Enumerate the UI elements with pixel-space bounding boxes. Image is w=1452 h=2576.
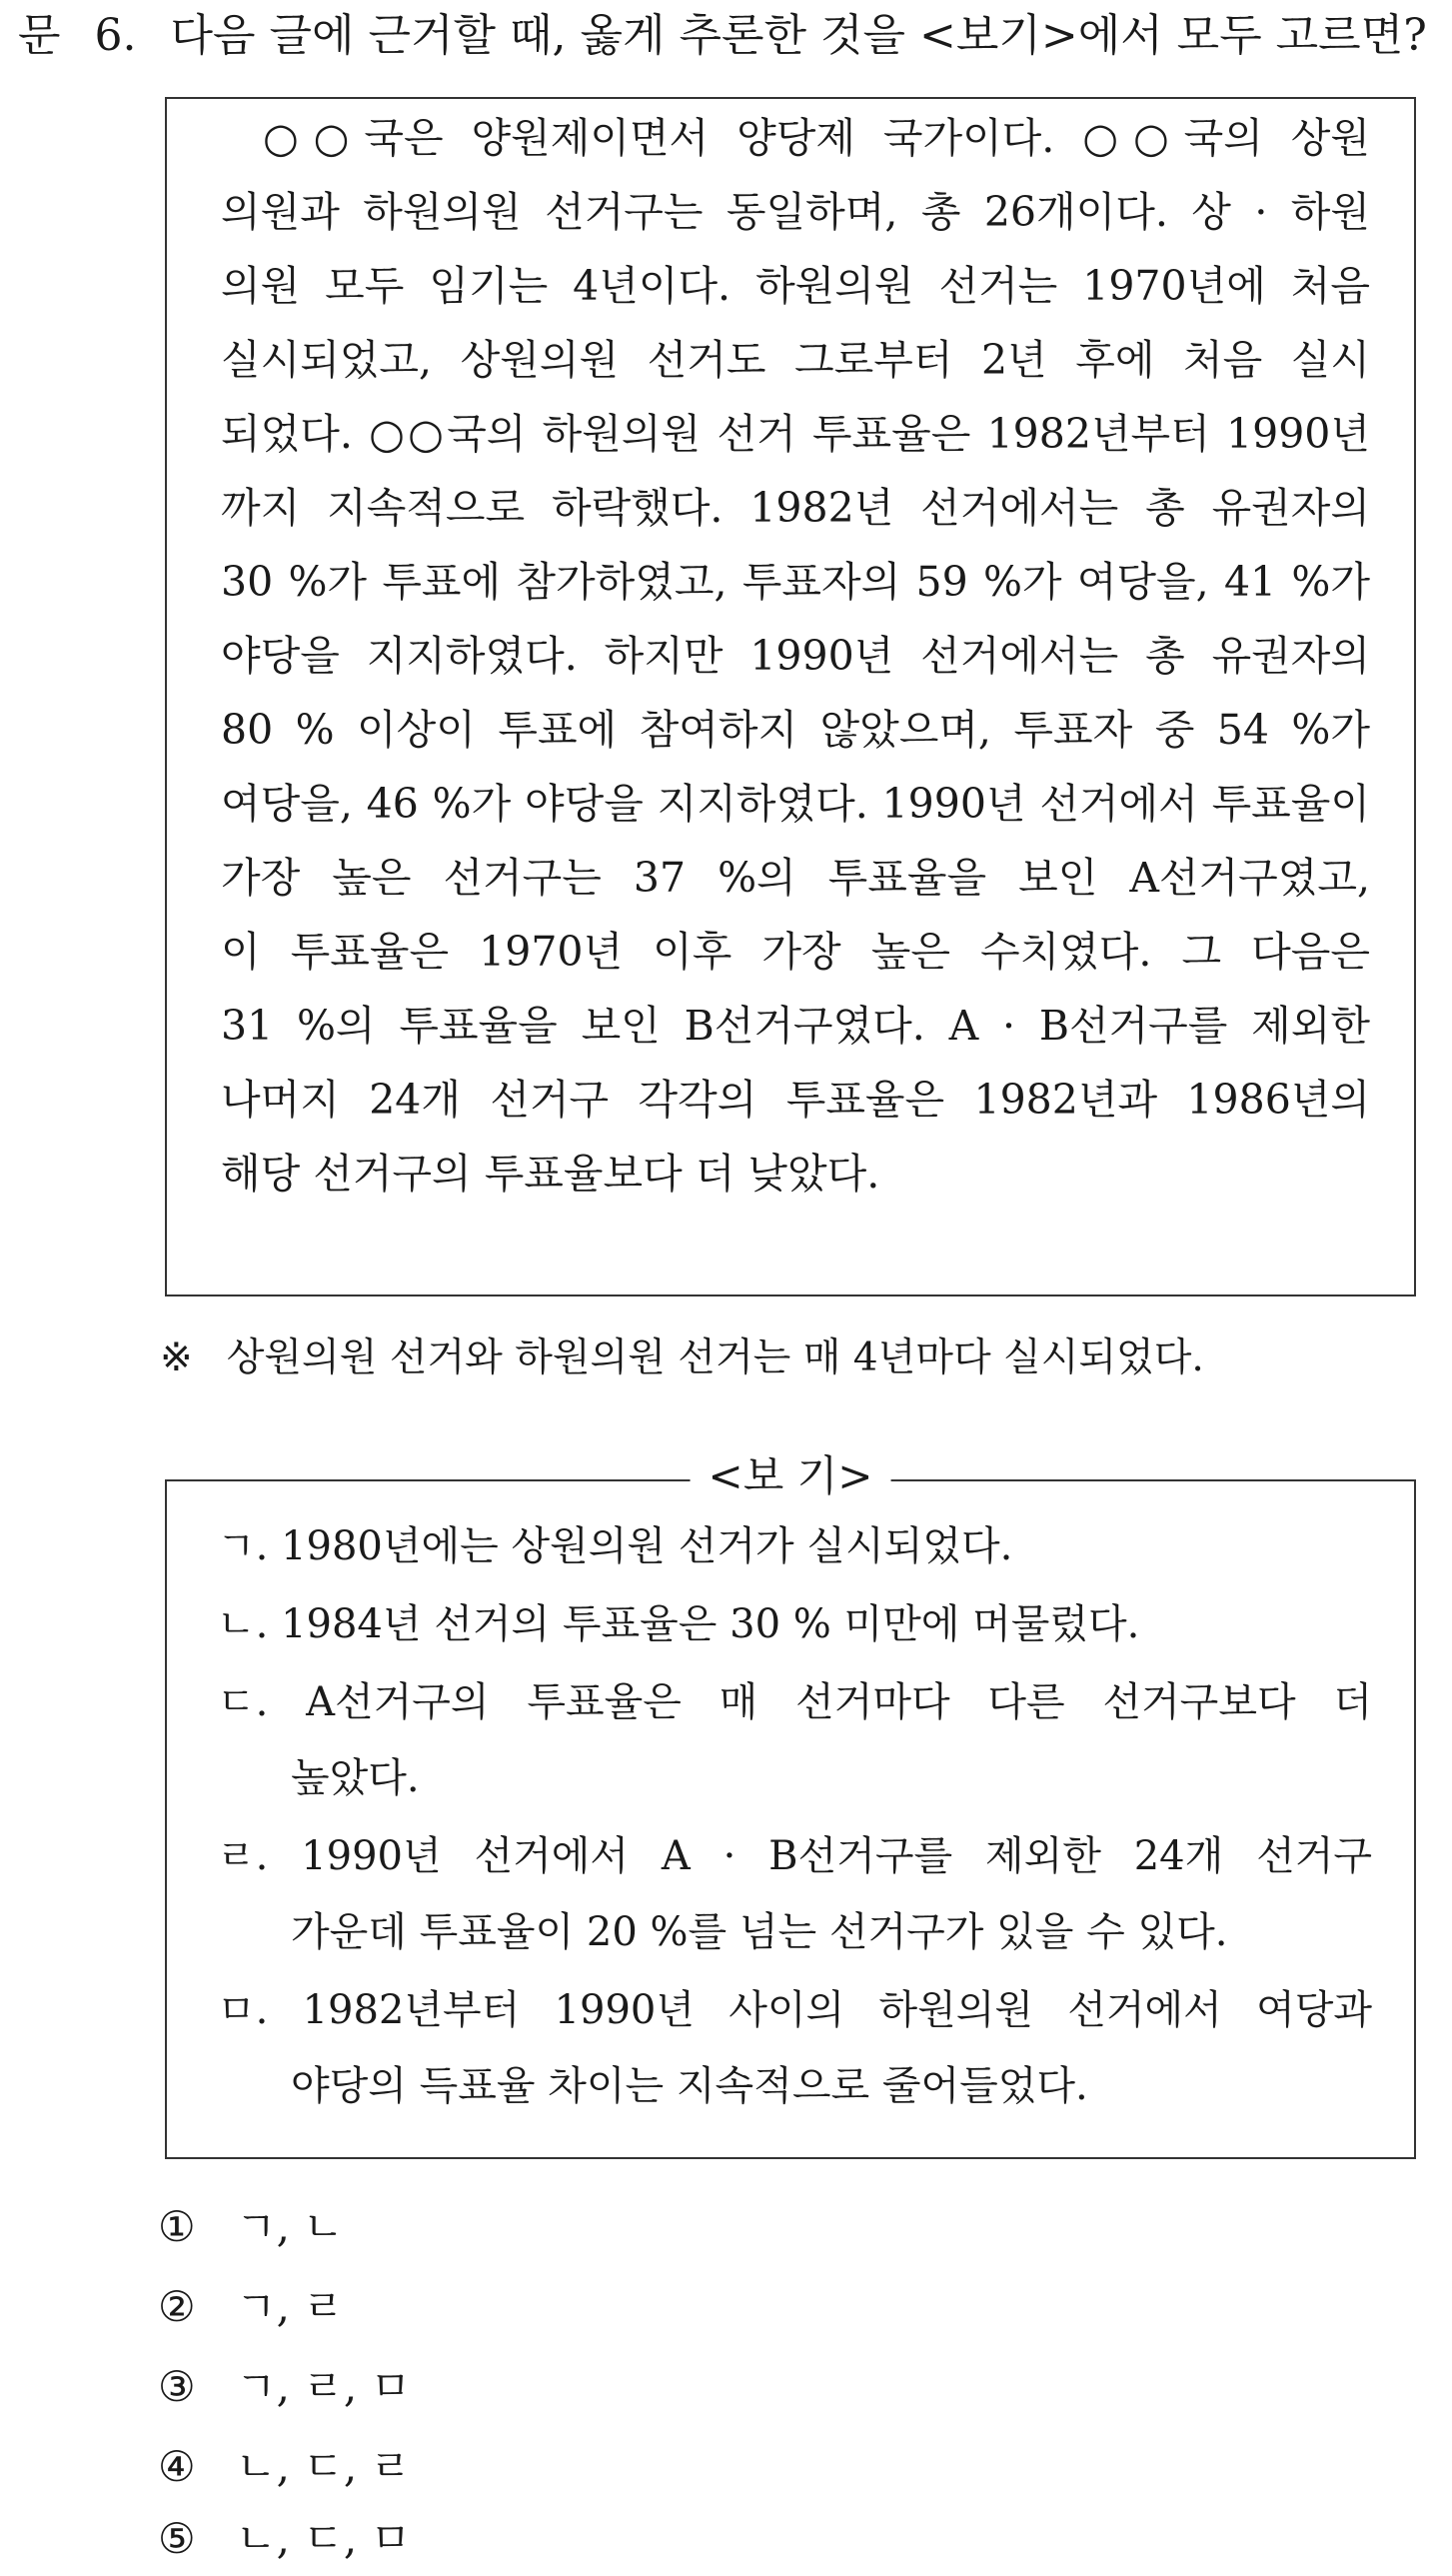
choice-4[interactable] (158, 2437, 411, 2497)
bogi-item-giyeok: ㄱ. 1980년에는 상원의원 선거가 실시되었다. (217, 1523, 1013, 1569)
bogi-title: <보 기> (691, 1443, 891, 1509)
choice-1[interactable] (158, 2197, 344, 2257)
passage-line: 실시되었고, 상원의원 선거도 그로부터 2년 후에 처음 실시 (221, 336, 1370, 384)
passage-line: 해당 선거구의 투표율보다 더 낮았다. (221, 1150, 880, 1198)
bogi-item-rieul: ㄹ. 1990년 선거에서 A · B선거구를 제외한 24개 선거구 (217, 1833, 1372, 1879)
bogi-item-mieum: ㅁ. 1982년부터 1990년 사이의 하원의원 선거에서 여당과 (217, 1987, 1372, 2033)
passage-line: 되었다. ○○국의 하원의원 선거 투표율은 1982년부터 1990년 (221, 410, 1370, 458)
bogi-box (165, 1451, 1416, 2159)
reference-mark-icon: ※ (160, 1335, 193, 1380)
passage-line: 이 투표율은 1970년 이후 가장 높은 수치였다. 그 다음은 (221, 928, 1370, 976)
passage-line: 31 %의 투표율을 보인 B선거구였다. A · B선거구를 제외한 (221, 1002, 1370, 1050)
choice-number: ② (158, 2282, 196, 2331)
bogi-item-rieul-cont: 가운데 투표율이 20 %를 넘는 선거구가 있을 수 있다. (291, 1909, 1228, 1955)
passage-line: 야당을 지지하였다. 하지만 1990년 선거에서는 총 유권자의 (221, 632, 1370, 680)
choice-text: ㄴ, ㄷ, ㄹ (236, 2442, 412, 2491)
choice-5[interactable] (158, 2509, 411, 2569)
question-number: 6. (94, 10, 137, 61)
passage-box (165, 97, 1416, 1296)
question-prefix: 문 (18, 10, 61, 61)
choice-text: ㄱ, ㄹ, ㅁ (236, 2362, 412, 2411)
choice-text: ㄴ, ㄷ, ㅁ (236, 2514, 412, 2563)
choice-3[interactable] (158, 2357, 411, 2417)
passage-line: 까지 지속적으로 하락했다. 1982년 선거에서는 총 유권자의 (221, 484, 1370, 532)
choice-number: ④ (158, 2442, 196, 2491)
bogi-item-digeut: ㄷ. A선거구의 투표율은 매 선거마다 다른 선거구보다 더 (217, 1679, 1372, 1725)
passage-line: ○○국은 양원제이면서 양당제 국가이다. ○○국의 상원 (263, 114, 1370, 162)
bogi-item-mieum-cont: 야당의 득표율 차이는 지속적으로 줄어들었다. (291, 2063, 1088, 2109)
passage-line: 의원 모두 임기는 4년이다. 하원의원 선거는 1970년에 처음 (221, 262, 1370, 310)
passage-line: 30 %가 투표에 참가하였고, 투표자의 59 %가 여당을, 41 %가 (221, 558, 1370, 606)
choice-text: ㄱ, ㄹ (236, 2282, 344, 2331)
question-header (18, 4, 1442, 68)
footnote-text: 상원의원 선거와 하원의원 선거는 매 4년마다 실시되었다. (226, 1335, 1204, 1380)
footnote (160, 1329, 1204, 1387)
passage-line: 80 % 이상이 투표에 참여하지 않았으며, 투표자 중 54 %가 (221, 706, 1370, 754)
choice-number: ⑤ (158, 2514, 196, 2563)
bogi-item-nieun: ㄴ. 1984년 선거의 투표율은 30 % 미만에 머물렀다. (217, 1601, 1140, 1647)
passage-line: 여당을, 46 %가 야당을 지지하였다. 1990년 선거에서 투표율이 (221, 780, 1370, 828)
passage-line: 나머지 24개 선거구 각각의 투표율은 1982년과 1986년의 (221, 1076, 1370, 1124)
choice-number: ① (158, 2202, 196, 2251)
passage-line: 가장 높은 선거구는 37 %의 투표율을 보인 A선거구였고, (221, 854, 1370, 902)
choice-number: ③ (158, 2362, 196, 2411)
passage-line: 의원과 하원의원 선거구는 동일하며, 총 26개이다. 상 · 하원 (221, 188, 1370, 236)
bogi-item-digeut-cont: 높았다. (291, 1755, 420, 1801)
choice-2[interactable] (158, 2277, 344, 2337)
choice-text: ㄱ, ㄴ (236, 2202, 344, 2251)
question-text: 다음 글에 근거할 때, 옳게 추론한 것을 <보기>에서 모두 고르면? (170, 10, 1427, 61)
